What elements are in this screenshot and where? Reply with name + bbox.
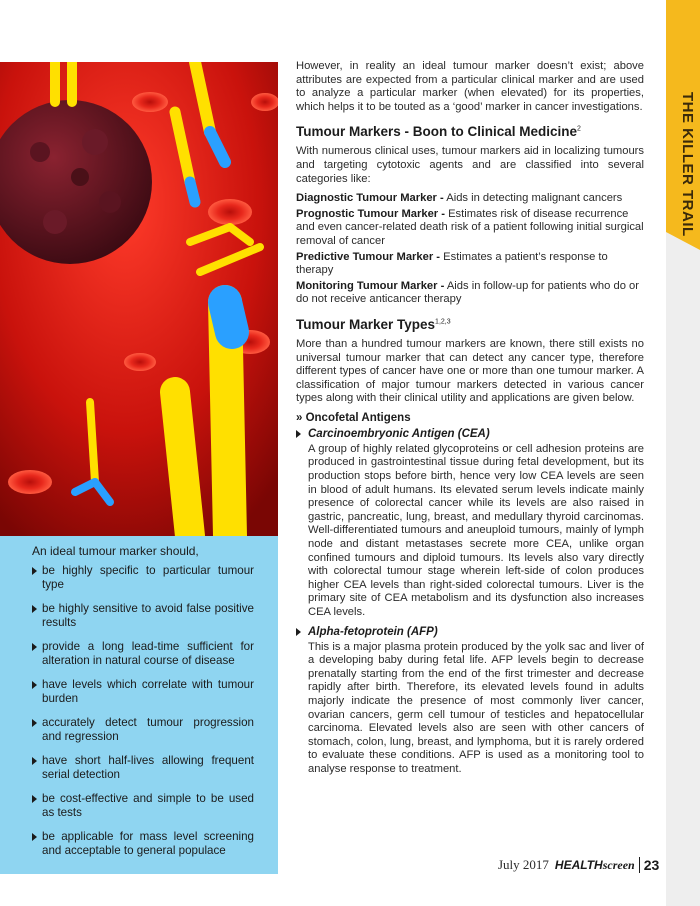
list-item: be highly specific to particular tumour type bbox=[32, 564, 254, 592]
list-item: be applicable for mass level screening and acceptable to general populace bbox=[32, 830, 254, 858]
subheading: » Oncofetal Antigens bbox=[296, 411, 411, 424]
reference-marker: 2 bbox=[577, 125, 581, 133]
page-number: 23 bbox=[643, 857, 660, 873]
list-item: accurately detect tumour progression and regression bbox=[32, 716, 254, 744]
list-item: be highly sensitive to avoid false positive results bbox=[32, 602, 254, 630]
bullet-arrow-icon bbox=[32, 567, 37, 575]
intro-paragraph: However, in reality an ideal tumour marker doesn’t exist; above attributes are expected from a particular clinical marker and are used to analyze a particular marker (when elevated) for its properties, which helps it to be touted as a ‘good’ marker in cancer investigations. bbox=[296, 60, 644, 113]
marker-heading: Carcinoembryonic Antigen (CEA) bbox=[296, 428, 644, 440]
bullet-arrow-icon bbox=[32, 605, 37, 613]
list-item: have levels which correlate with tumour burden bbox=[32, 678, 254, 706]
bullet-arrow-icon bbox=[32, 681, 37, 689]
bullet-arrow-icon bbox=[32, 795, 37, 803]
reference-marker: 1,2,3 bbox=[435, 318, 451, 326]
issue-date: July 2017 bbox=[498, 857, 549, 872]
marker-description: This is a major plasma protein produced by the yolk sac and liver of a developing baby during fetal life. AFP levels begin to decrease prenatally starting from the end of the first trimester and decrease rapidly after birth. Therefore, its elevated levels found in adults majorly indicate the presence of most commonly liver cancer, ovarian cancers, germ cell tumour of testicles and hepatocellular carcinoma. Elevated levels also are seen with other cancers of stomach, colon, lung, breast, and lymphoma, but it is rarely ordered to evaluate these conditions. AFP is used as a monitoring tool to analyse response to treatment. bbox=[308, 640, 644, 775]
ideal-marker-infobox bbox=[0, 536, 278, 874]
marker-description: A group of highly related glycoproteins or cell adhesion proteins are produced in gastrointestinal tissue during fetal development, but its production stops before birth, hence very low CEA levels are seen in blood of adult humans. Its elevated serum levels indicate mainly presence of colorectal cancer while its levels are also raised in gastric, pancreatic, lung, breast, and medullary thyroid carcinomas. Well-differentiated tumours and aneuploid tumours, mainly of lymph node and distant metastases secrete more CEA, unlike organ confined tumours and diploid tumours. Its levels also vary directly with colorectal tumour stage wherein left-side of colon produces higher CEA levels than right-sided colorectal tumours. Liver is the primary site of CEA metabolism and its dysfunction also increases CEA levels. bbox=[308, 442, 644, 618]
section-paragraph: With numerous clinical uses, tumour markers aid in localizing tumours and targeting cytotoxic agents and are classified into several categories like: bbox=[296, 145, 644, 185]
bullet-arrow-icon bbox=[32, 719, 37, 727]
bullet-arrow-icon bbox=[296, 430, 301, 438]
marker-type-definition: Prognostic Tumour Marker - Estimates risk of disease recurrence and even cancer-related death risk of a patient following initial surgical removal of cancer bbox=[296, 207, 644, 247]
tumour-illustration bbox=[0, 62, 278, 536]
section-heading: Tumour Markers - Boon to Clinical Medicine$^2$ bbox=[296, 124, 581, 140]
bullet-arrow-icon bbox=[296, 628, 301, 636]
marker-type-definition: Monitoring Tumour Marker - Aids in follow-up for patients who do or do not receive anticancer therapy bbox=[296, 279, 639, 306]
page-footer bbox=[498, 856, 659, 874]
section-paragraph: More than a hundred tumour markers are known, there still exists no universal tumour marker that can detect any cancer type, therefore different types of cancer have one or more than one tumour marker. A classification of major tumour markers detected in various cancer types along with their clinical utility and applications are given below. bbox=[296, 337, 644, 405]
bullet-arrow-icon bbox=[32, 643, 37, 651]
marker-type-definition: Diagnostic Tumour Marker - Aids in detecting malignant cancers bbox=[296, 192, 623, 205]
list-item: be cost-effective and simple to be used as tests bbox=[32, 792, 254, 820]
infobox-title: An ideal tumour marker should, bbox=[32, 544, 199, 558]
footer-divider bbox=[639, 857, 640, 873]
magazine-logo: HEALTHscreen bbox=[554, 857, 635, 872]
infobox-list bbox=[32, 564, 254, 868]
bullet-arrow-icon bbox=[32, 833, 37, 841]
bullet-arrow-icon bbox=[32, 757, 37, 765]
list-item: have short half-lives allowing frequent serial detection bbox=[32, 754, 254, 782]
marker-type-definition: Predictive Tumour Marker - Estimates a patient’s response to therapy bbox=[296, 250, 608, 277]
article-column bbox=[296, 60, 644, 783]
section-heading: Tumour Marker Types$^{1,2,3}$ bbox=[296, 316, 451, 332]
marker-heading: Alpha-fetoprotein (AFP) bbox=[296, 626, 644, 638]
section-tab-label: THE KILLER TRAIL bbox=[679, 92, 696, 237]
list-item: provide a long lead-time sufficient for alteration in natural course of disease bbox=[32, 640, 254, 668]
